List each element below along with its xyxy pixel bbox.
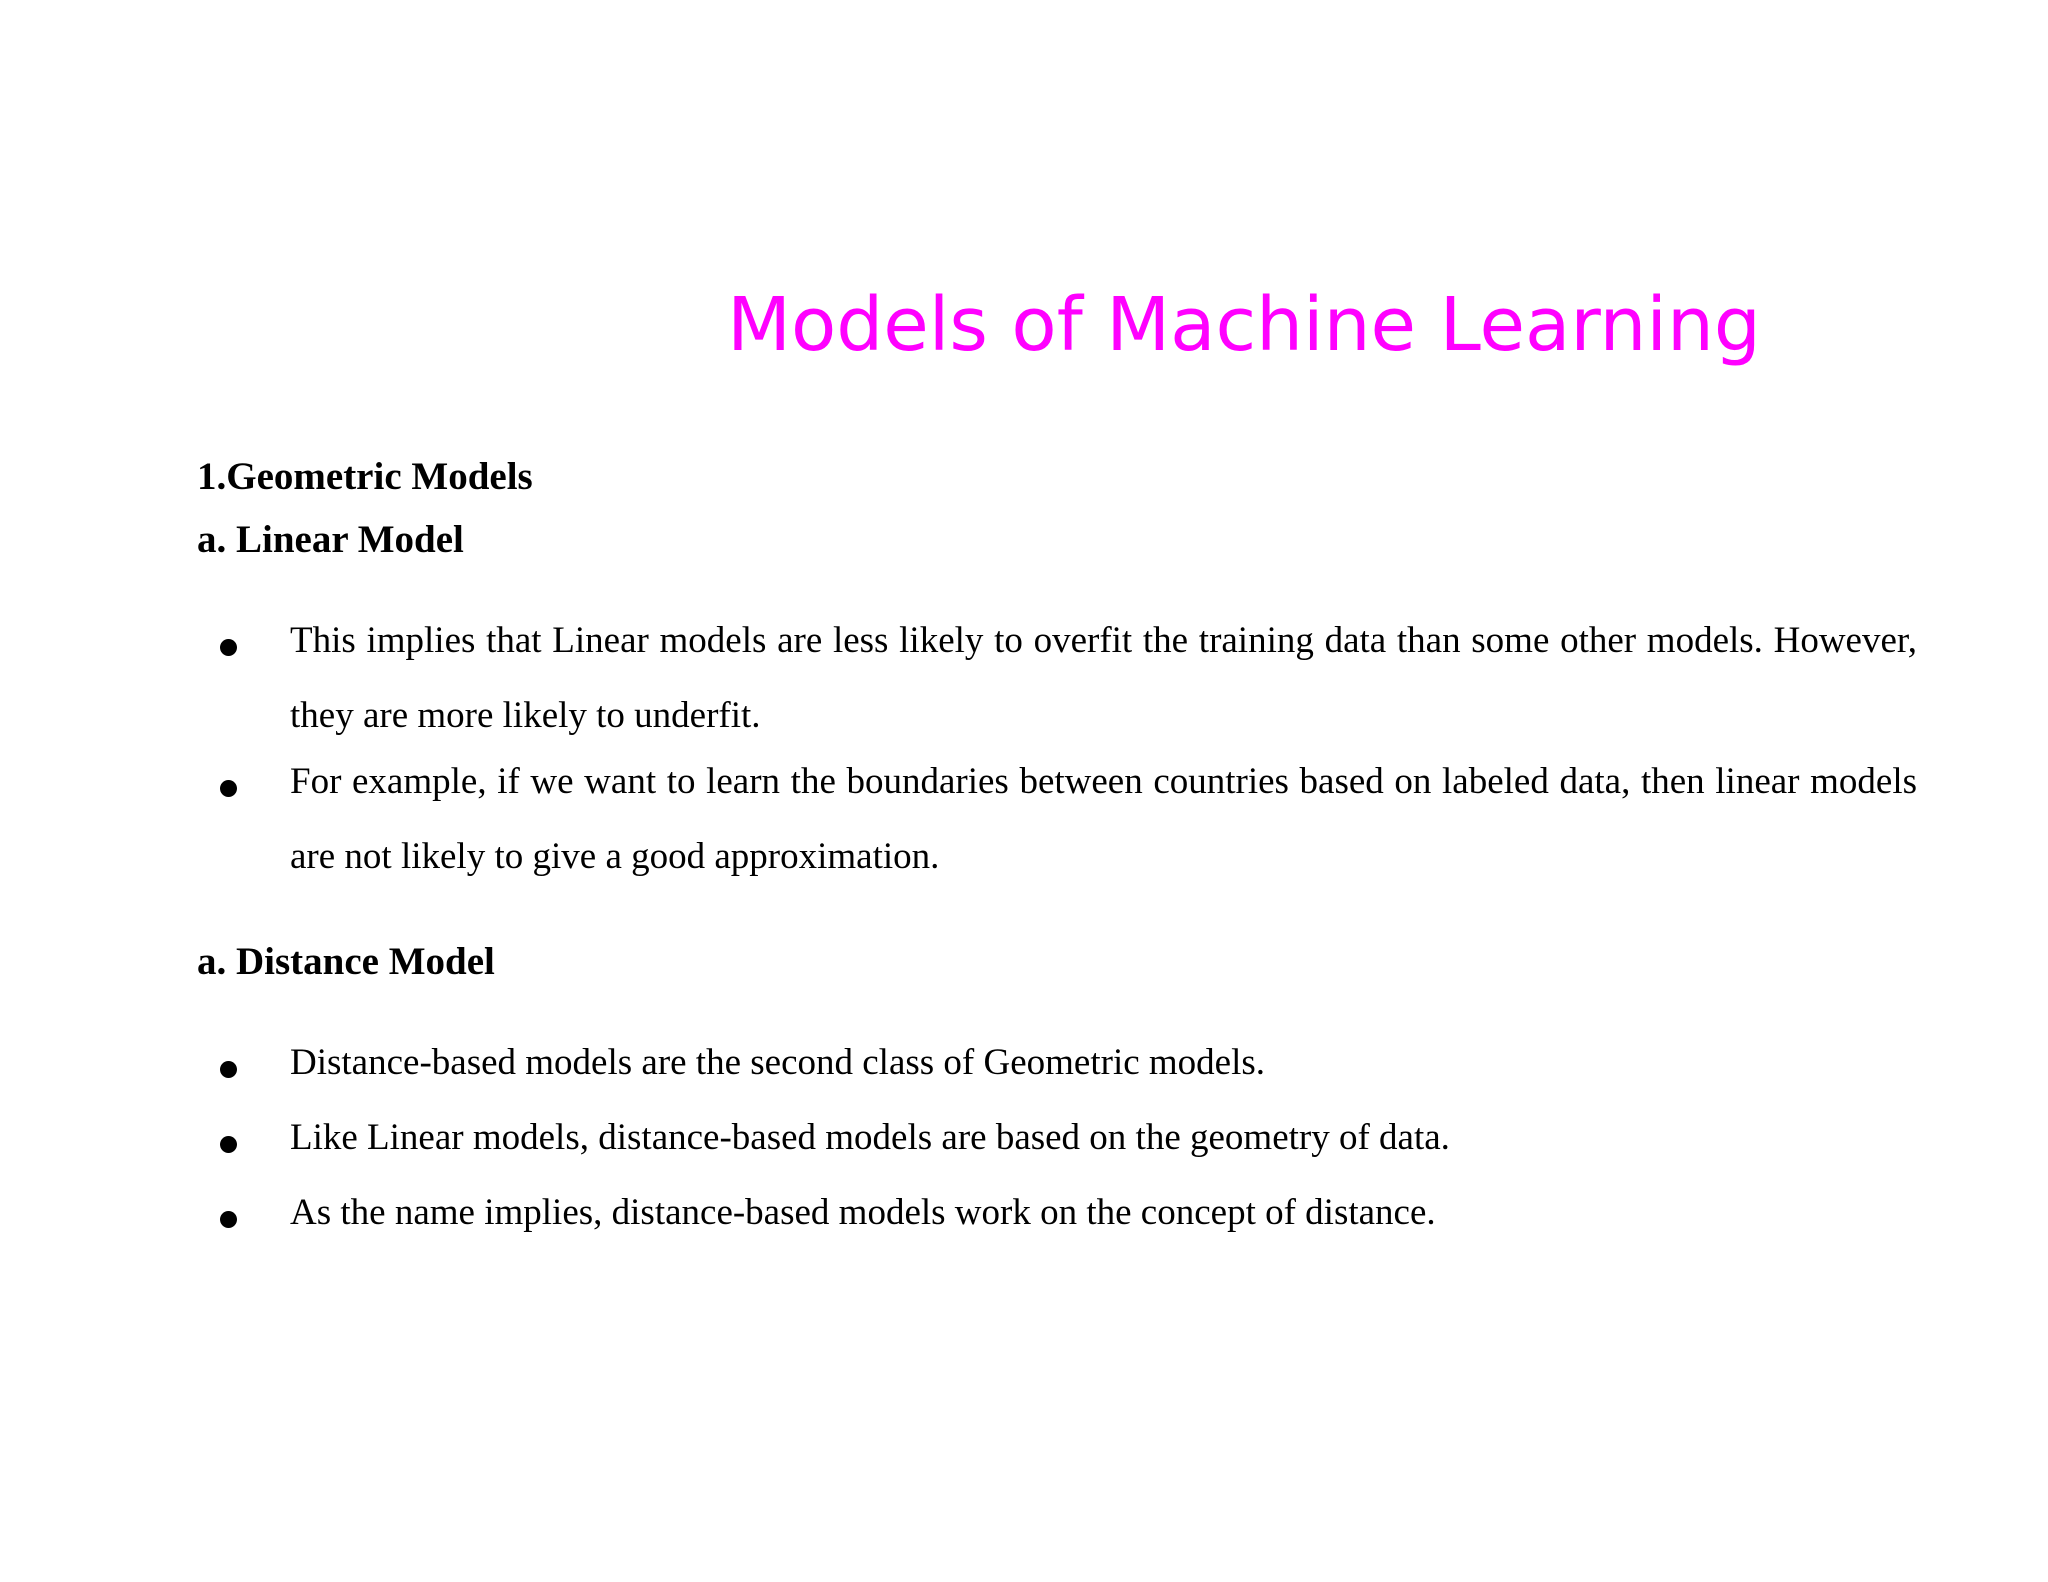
bullet-icon [220,1211,237,1228]
list-item-text: This implies that Linear models are less likely to overfit the training data than some other models. However, they are more likely to underfit. [290,620,1917,736]
subsection-heading-linear-model: a. Linear Model [197,518,464,561]
list-item-text: For example, if we want to learn the boundaries between countries based on labeled data, then linear models are not likely to give a good approximation. [290,761,1917,877]
bullet-icon [220,780,237,797]
bullet-icon [220,1061,237,1078]
subsection-heading-distance-model: a. Distance Model [197,940,495,983]
bullet-icon [220,639,237,656]
list-item-text: Like Linear models, distance-based models are based on the geometry of data. [290,1117,1450,1158]
bullet-icon [220,1136,237,1153]
list-item-text: Distance-based models are the second class of Geometric models. [290,1042,1266,1083]
page-title: Models of Machine Learning [727,282,1761,368]
list-item-text: As the name implies, distance-based models work on the concept of distance. [290,1192,1436,1233]
section-heading-geometric-models: 1.Geometric Models [197,455,533,498]
